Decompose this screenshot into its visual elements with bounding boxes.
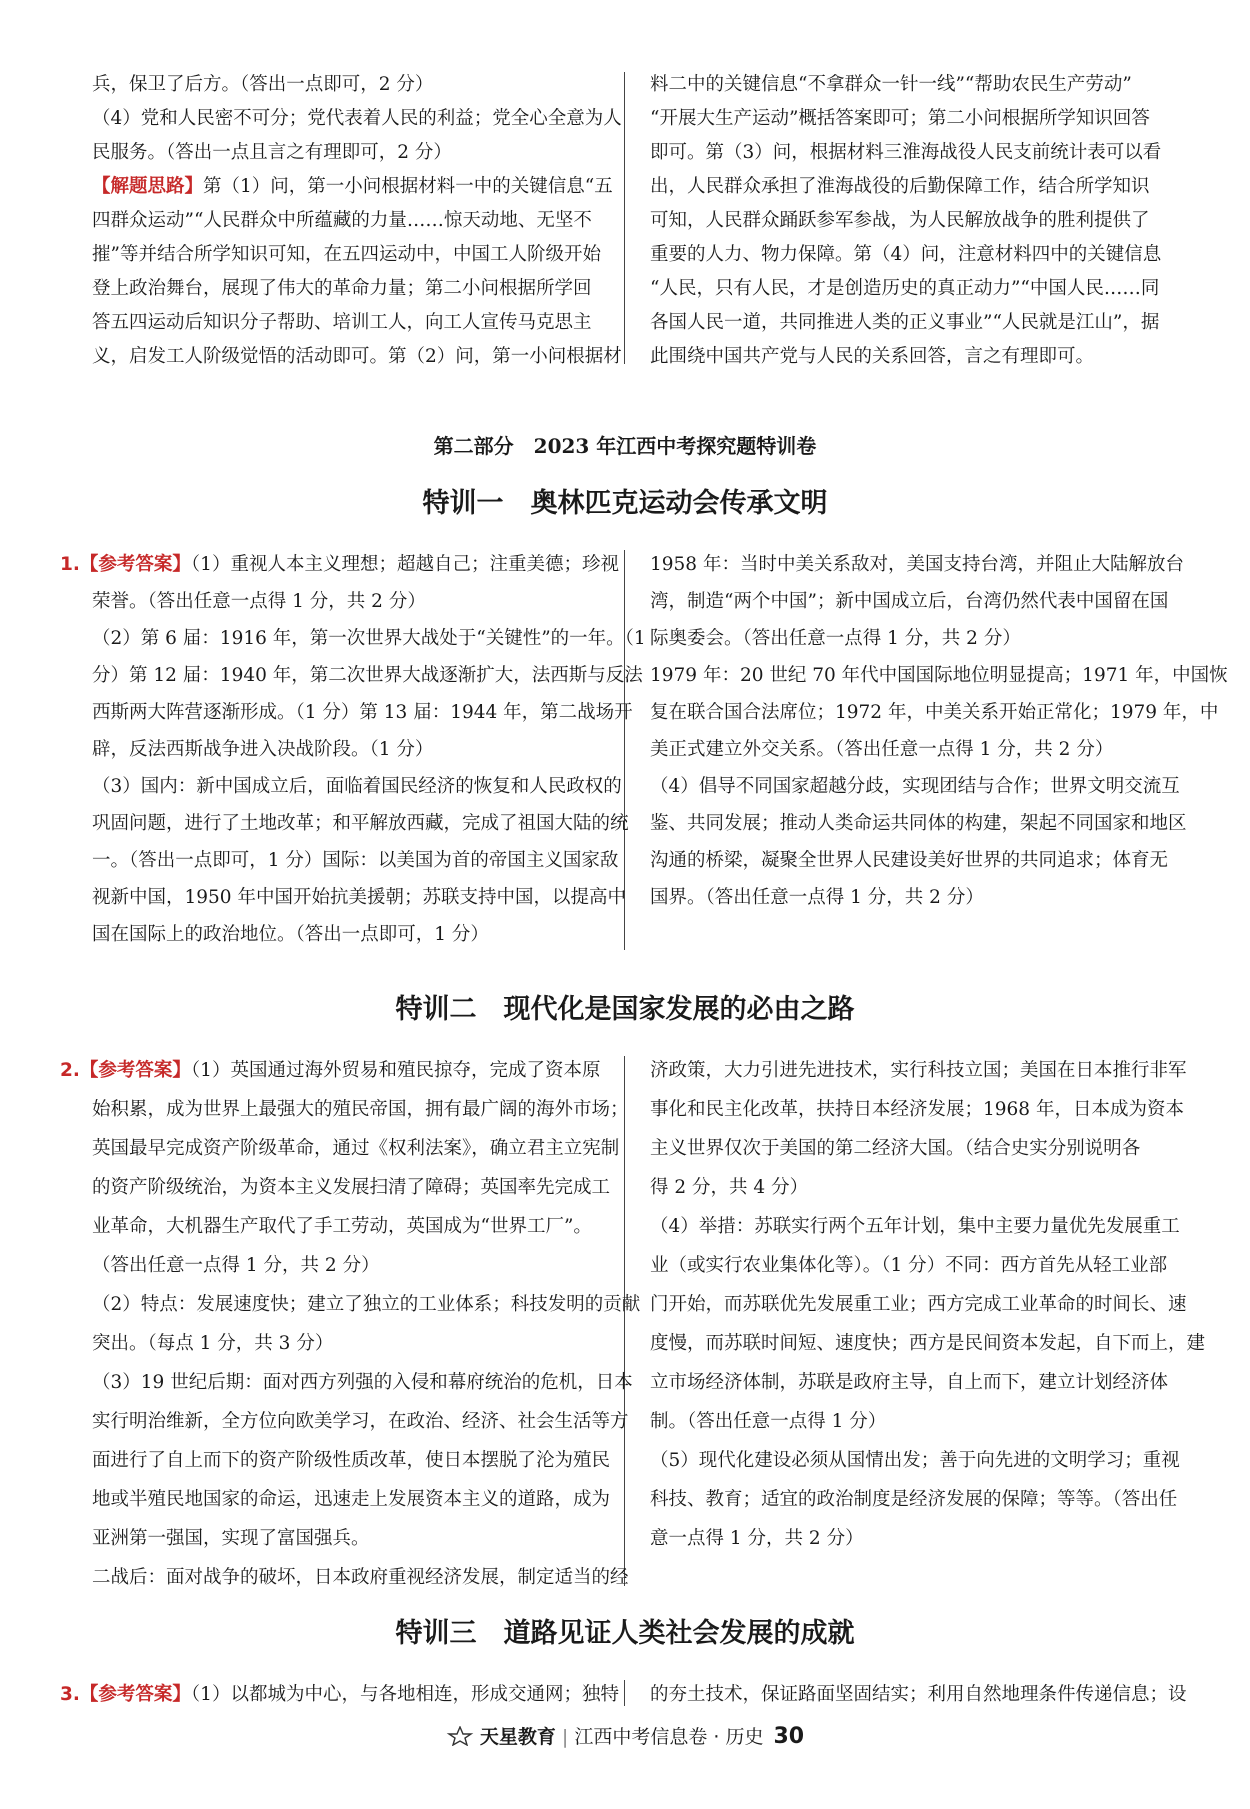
answer-tag: 【参考答案】 (79, 1684, 191, 1705)
page-footer (0, 1722, 1250, 1749)
brand-name: 天星教育 (479, 1726, 556, 1748)
text-line: 此围绕中国共产党与人民的关系回答，言之有理即可。 (650, 346, 1095, 367)
text-line: 际奥委会。（答出任意一点得 1 分，共 2 分） (650, 628, 1021, 649)
text-line: 的资产阶级统治，为资本主义发展扫清了障碍；英国率先完成工 (92, 1177, 611, 1198)
answer-tag: 【参考答案】 (79, 554, 191, 575)
text-line: （4）举措：苏联实行两个五年计划，集中主要力量优先发展重工 (650, 1216, 1180, 1237)
text-line: 西斯两大阵营逐渐形成。（1 分）第 13 届：1944 年，第二战场开 (92, 702, 633, 723)
section-title-3: 特训三 道路见证人类社会发展的成就 (395, 1618, 855, 1649)
series-name: 江西中考信息卷 · 历史 (574, 1726, 764, 1748)
column-divider (624, 72, 625, 364)
text-line: 出，人民群众承担了淮海战役的后勤保障工作，结合所学知识 (650, 176, 1150, 197)
text-line: （4）倡导不同国家超越分歧，实现团结与合作；世界文明交流互 (650, 776, 1180, 797)
text-line: （2）第 6 届：1916 年，第一次世界大战处于“关键性”的一年。（1 (92, 628, 646, 649)
text-line: 四群众运动”“人民群众中所蕴藏的力量……惊天动地、无坚不 (92, 210, 592, 231)
text-line: 科技、教育；适宜的政治制度是经济发展的保障；等等。（答出任 (650, 1489, 1178, 1510)
text-span: 第（1）问，第一小问根据材料一中的关键信息“五 (203, 176, 613, 197)
text-line: 国在国际上的政治地位。（答出一点即可，1 分） (92, 924, 489, 945)
text-line (60, 1058, 600, 1084)
text-span: （1）以都城为中心，与各地相连，形成交通网；独特 (190, 1684, 619, 1705)
text-line: “人民，只有人民，才是创造历史的真正动力”“中国人民……同 (650, 278, 1160, 299)
text-line: （3）国内：新中国成立后，面临着国民经济的恢复和人民政权的 (92, 776, 622, 797)
text-line: 二战后：面对战争的破坏，日本政府重视经济发展，制定适当的经 (92, 1567, 629, 1588)
text-line: 得 2 分，共 4 分） (650, 1177, 809, 1198)
text-line: 可知，人民群众踊跃参军参战，为人民解放战争的胜利提供了 (650, 210, 1150, 231)
text-line: 事化和民主化改革，扶持日本经济发展；1968 年，日本成为资本 (650, 1099, 1184, 1120)
solution-tag: 【解题思路】 (92, 176, 204, 197)
text-line: 主义世界仅次于美国的第二经济大国。（结合史实分别说明各 (650, 1138, 1141, 1159)
text-line: 国界。（答出任意一点得 1 分，共 2 分） (650, 887, 984, 908)
text-line: 济政策，大力引进先进技术，实行科技立国；美国在日本推行非军 (650, 1060, 1187, 1081)
text-line: 荣誉。（答出任意一点得 1 分，共 2 分） (92, 591, 426, 612)
section-title-1: 特训一 奥林匹克运动会传承文明 (422, 488, 828, 519)
text-line: 制。（答出任意一点得 1 分） (650, 1411, 887, 1432)
footer-separator: | (561, 1726, 569, 1748)
question-number: 2. (60, 1060, 80, 1081)
text-line: 即可。第（3）问，根据材料三淮海战役人民支前统计表可以看 (650, 142, 1162, 163)
text-line: 英国最早完成资产阶级革命，通过《权利法案》，确立君主立宪制 (92, 1138, 620, 1159)
text-line: 义，启发工人阶级觉悟的活动即可。第（2）问，第一小问根据材 (92, 346, 622, 367)
text-line: 视新中国，1950 年中国开始抗美援朝；苏联支持中国，以提高中 (92, 887, 626, 908)
text-line (60, 552, 619, 578)
text-line: （2）特点：发展速度快；建立了独立的工业体系；科技发明的贡献 (92, 1294, 641, 1315)
text-line: 地或半殖民地国家的命运，迅速走上发展资本主义的道路，成为 (92, 1489, 611, 1510)
text-line: 登上政治舞台，展现了伟大的革命力量；第二小问根据所学回 (92, 278, 592, 299)
text-line: 湾，制造“两个中国”；新中国成立后，台湾仍然代表中国留在国 (650, 591, 1169, 612)
text-span: （1）重视人本主义理想；超越自己；注重美德；珍视 (190, 554, 619, 575)
text-line: 的夯土技术，保证路面坚固结实；利用自然地理条件传递信息；设 (650, 1684, 1187, 1705)
text-line: 沟通的桥梁，凝聚全世界人民建设美好世界的共同追求；体育无 (650, 850, 1169, 871)
text-line: 门开始，而苏联优先发展重工业；西方完成工业革命的时间长、速 (650, 1294, 1187, 1315)
text-line: （答出任意一点得 1 分，共 2 分） (92, 1255, 380, 1276)
page-number: 30 (773, 1724, 805, 1749)
text-line: 业革命，大机器生产取代了手工劳动，英国成为“世界工厂”。 (92, 1216, 592, 1237)
text-line: 美正式建立外交关系。（答出任意一点得 1 分，共 2 分） (650, 739, 1114, 760)
text-line: 始积累，成为世界上最强大的殖民帝国，拥有最广阔的海外市场； (92, 1099, 629, 1120)
text-line (60, 1682, 619, 1708)
text-line: 鉴、共同发展；推动人类命运共同体的构建，架起不同国家和地区 (650, 813, 1187, 834)
text-line: （5）现代化建设必须从国情出发；善于向先进的文明学习；重视 (650, 1450, 1180, 1471)
column-divider (624, 1056, 625, 1586)
text-line: 业（或实行农业集体化等）。（1 分）不同：西方首先从轻工业部 (650, 1255, 1168, 1276)
answer-tag: 【参考答案】 (79, 1060, 191, 1081)
text-line: 巩固问题，进行了土地改革；和平解放西藏，完成了祖国大陆的统 (92, 813, 629, 834)
text-line: 立市场经济体制，苏联是政府主导，自上而下，建立计划经济体 (650, 1372, 1169, 1393)
text-line: “开展大生产运动”概括答案即可；第二小问根据所学知识回答 (650, 108, 1150, 129)
part-title: 第二部分 2023 年江西中考探究题特训卷 (433, 434, 817, 458)
text-line: 摧”等并结合所学知识可知，在五四运动中，中国工人阶级开始 (92, 244, 601, 265)
text-line: 突出。（每点 1 分，共 3 分） (92, 1333, 334, 1354)
text-line: 复在联合国合法席位；1972 年，中美关系开始正常化；1979 年，中 (650, 702, 1219, 723)
text-line: 兵，保卫了后方。（答出一点即可，2 分） (92, 74, 434, 95)
question-number: 3. (60, 1684, 80, 1705)
text-line: 分）第 12 届：1940 年，第二次世界大战逐渐扩大，法西斯与反法 (92, 665, 643, 686)
text-span: （1）英国通过海外贸易和殖民掠夺，完成了资本原 (190, 1060, 601, 1081)
text-line: 各国人民一道，共同推进人类的正义事业”“人民就是江山”，据 (650, 312, 1160, 333)
text-line: 意一点得 1 分，共 2 分） (650, 1528, 864, 1549)
star-logo-icon (446, 1726, 474, 1746)
text-line: 一。（答出一点即可，1 分）国际：以美国为首的帝国主义国家敌 (92, 850, 619, 871)
text-line: 1958 年：当时中美关系敌对，美国支持台湾，并阻止大陆解放台 (650, 554, 1184, 575)
text-line: （3）19 世纪后期：面对西方列强的入侵和幕府统治的危机，日本 (92, 1372, 633, 1393)
text-line: 1979 年：20 世纪 70 年代中国国际地位明显提高；1971 年，中国恢 (650, 665, 1228, 686)
text-line: 面进行了自上而下的资产阶级性质改革，使日本摆脱了沦为殖民 (92, 1450, 611, 1471)
column-divider (624, 1680, 625, 1706)
text-line: 亚洲第一强国，实现了富国强兵。 (92, 1528, 370, 1549)
text-line: （4）党和人民密不可分；党代表着人民的利益；党全心全意为人 (92, 108, 622, 129)
question-number: 1. (60, 554, 80, 575)
text-line: 民服务。（答出一点且言之有理即可，2 分） (92, 142, 452, 163)
text-line (92, 174, 613, 200)
text-line: 答五四运动后知识分子帮助、培训工人，向工人宣传马克思主 (92, 312, 592, 333)
section-title-2: 特训二 现代化是国家发展的必由之路 (395, 994, 855, 1025)
text-line: 重要的人力、物力保障。第（4）问，注意材料四中的关键信息 (650, 244, 1162, 265)
text-line: 辟，反法西斯战争进入决战阶段。（1 分） (92, 739, 434, 760)
text-line: 度慢，而苏联时间短、速度快；西方是民间资本发起，自下而上，建 (650, 1333, 1206, 1354)
text-line: 料二中的关键信息“不拿群众一针一线”“帮助农民生产劳动” (650, 74, 1132, 95)
text-line: 实行明治维新，全方位向欧美学习，在政治、经济、社会生活等方 (92, 1411, 629, 1432)
